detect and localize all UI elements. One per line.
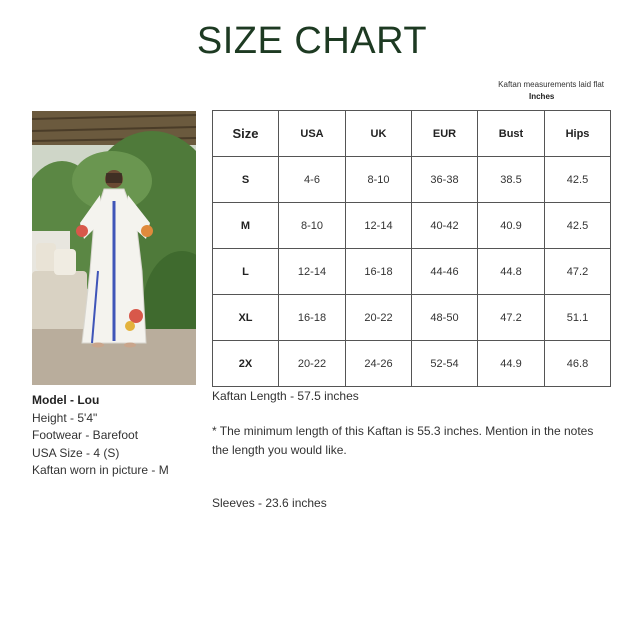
measurement-note: Kaftan measurements laid flat: [498, 80, 604, 89]
table-cell: 4-6: [279, 157, 346, 203]
size-label: L: [213, 249, 279, 295]
size-label: M: [213, 203, 279, 249]
table-cell: 24-26: [346, 341, 412, 387]
table-cell: 38.5: [478, 157, 545, 203]
size-label: XL: [213, 295, 279, 341]
table-cell: 44-46: [412, 249, 478, 295]
table-cell: 51.1: [545, 295, 611, 341]
sleeves-length: Sleeves - 23.6 inches: [212, 496, 327, 510]
header-uk: UK: [346, 111, 412, 157]
table-row: [213, 341, 611, 387]
kaftan-length: Kaftan Length - 57.5 inches: [212, 389, 359, 403]
table-row: [213, 295, 611, 341]
table-cell: 16-18: [346, 249, 412, 295]
model-info: [32, 392, 169, 480]
header-size: Size: [213, 111, 279, 157]
header-eur: EUR: [412, 111, 478, 157]
minimum-length-note: * The minimum length of this Kaftan is 55.3 inches. Mention in the notes the length you would like.: [212, 424, 594, 457]
model-name: Model - Lou: [32, 393, 100, 407]
table-cell: 20-22: [346, 295, 412, 341]
model-height: Height - 5'4": [32, 410, 98, 425]
table-row: [213, 249, 611, 295]
table-cell: 12-14: [279, 249, 346, 295]
model-worn-size: Kaftan worn in picture - M: [32, 463, 169, 477]
table-cell: 20-22: [279, 341, 346, 387]
table-cell: 12-14: [346, 203, 412, 249]
table-cell: 36-38: [412, 157, 478, 203]
size-label: 2X: [213, 341, 279, 387]
table-cell: 8-10: [279, 203, 346, 249]
unit-note: Inches: [529, 92, 555, 101]
size-chart-table: [212, 110, 611, 387]
table-cell: 52-54: [412, 341, 478, 387]
table-cell: 16-18: [279, 295, 346, 341]
table-cell: 44.8: [478, 249, 545, 295]
table-row: [213, 203, 611, 249]
model-footwear: Footwear - Barefoot: [32, 428, 139, 442]
table-cell: 40-42: [412, 203, 478, 249]
table-cell: 42.5: [545, 203, 611, 249]
page-title: SIZE CHART: [196, 20, 428, 62]
size-label: S: [213, 157, 279, 203]
table-cell: 40.9: [478, 203, 545, 249]
table-row: [213, 157, 611, 203]
table-cell: 48-50: [412, 295, 478, 341]
header-hips: Hips: [545, 111, 611, 157]
header-usa: USA: [279, 111, 346, 157]
model-usa-size: USA Size - 4 (S): [32, 445, 120, 460]
header-bust: Bust: [478, 111, 545, 157]
table-header-row: [213, 111, 611, 157]
table-cell: 44.9: [478, 341, 545, 387]
table-cell: 46.8: [545, 341, 611, 387]
table-cell: 47.2: [478, 295, 545, 341]
table-cell: 47.2: [545, 249, 611, 295]
model-photo: [32, 111, 196, 385]
table-cell: 42.5: [545, 157, 611, 203]
table-cell: 8-10: [346, 157, 412, 203]
